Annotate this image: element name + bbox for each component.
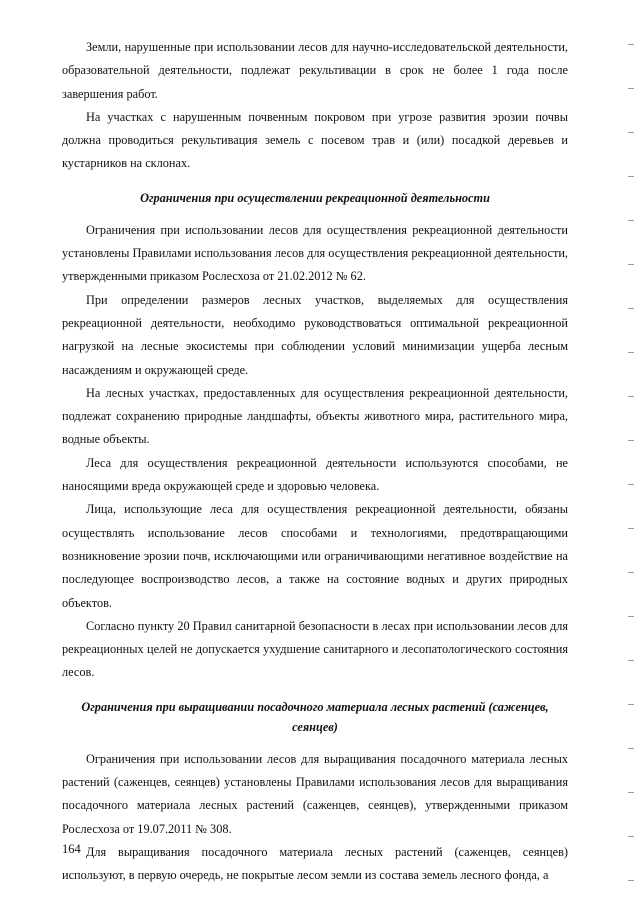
scan-edge-mark (628, 748, 634, 749)
paragraph-recreational-rules: Ограничения при использовании лесов для осуществления рекреационной деятельности установлены Правилами использования лесов для осуществления рекреационной деятельности, утвержденными приказом Рослесхоза от 21.02.2012 № 62. (62, 222, 568, 284)
scan-edge-mark (628, 88, 634, 89)
scan-edge-mark (628, 308, 634, 309)
scan-edge-mark (628, 660, 634, 661)
paragraph-user-obligations: Лица, использующие леса для осуществления рекреационной деятельности, обязаны осуществлять использование лесов способами и технологиями, предотвращающими возникновение эрозии почв, исключающими или ограничивающими негативное воздействие на последующее воспроизводство лесов, а также на состояние водных и других природных объектов. (62, 502, 568, 610)
scan-edge-mark (628, 704, 634, 705)
paragraph-plot-size: При определении размеров лесных участков, выделяемых для осуществления рекреационной деятельности, необходимо руководствоваться оптимальной рекреационной нагрузкой на лесные экосистемы при соблюдении условий минимизации ущерба лесным насаждениям и окружающей среде. (62, 292, 568, 377)
body-text (62, 36, 568, 888)
scan-edge-mark (628, 132, 634, 133)
scan-edge-mark (628, 396, 634, 397)
paragraph-safe-methods: Леса для осуществления рекреационной деятельности используются способами, не наносящими вреда окружающей среде и здоровью человека. (62, 455, 568, 494)
scan-edge-mark (628, 176, 634, 177)
scan-edge-mark (628, 836, 634, 837)
paragraph-landscape-preservation: На лесных участках, предоставленных для осуществления рекреационной деятельности, подлежат сохранению природные ландшафты, объекты животного мира, растительного мира, водные объекты. (62, 385, 568, 447)
scan-edge-mark (628, 220, 634, 221)
scan-edge-mark (628, 44, 634, 45)
scan-edge-marks (624, 0, 634, 905)
paragraph-erosion-reclamation: На участках с нарушенным почвенным покровом при угрозе развития эрозии почвы должна проводиться рекультивация земель с посевом трав и (или) посадкой деревьев и кустарников на склонах. (62, 109, 568, 171)
paragraph-sanitary-rules: Согласно пункту 20 Правил санитарной безопасности в лесах при использовании лесов для рекреационных целей не допускается ухудшение санитарного и лесопатологического состояния лесов. (62, 618, 568, 680)
scan-edge-mark (628, 572, 634, 573)
page-number: 164 (62, 842, 81, 856)
paragraph-land-use-priority: Для выращивания посадочного материала лесных растений (саженцев, сеянцев) используют, в первую очередь, не покрытые лесом земли из состава земель лесного фонда, а (62, 844, 568, 883)
scan-edge-mark (628, 440, 634, 441)
paragraph-land-reclamation: Земли, нарушенные при использовании лесов для научно-исследовательской деятельности, образовательной деятельности, подлежат рекультивации в срок не более 1 года после завершения работ. (62, 40, 568, 101)
scan-edge-mark (628, 528, 634, 529)
scan-edge-mark (628, 484, 634, 485)
heading-recreational-restrictions: Ограничения при осуществлении рекреационной деятельности (140, 190, 490, 205)
scan-edge-mark (628, 792, 634, 793)
scan-edge-mark (628, 264, 634, 265)
scan-edge-mark (628, 616, 634, 617)
scan-edge-mark (628, 880, 634, 881)
heading-planting-material-restrictions: Ограничения при выращивании посадочного материала лесных растений (саженцев, сеянцев) (81, 699, 549, 734)
paragraph-planting-rules: Ограничения при использовании лесов для выращивания посадочного материала лесных растений (саженцев, сеянцев) установлены Правилами использования лесов для выращивания посадочного материала лесных растений (саженцев, сеянцев), утвержденными приказом Рослесхоза от 19.07.2011 № 308. (62, 751, 568, 836)
scan-edge-mark (628, 352, 634, 353)
